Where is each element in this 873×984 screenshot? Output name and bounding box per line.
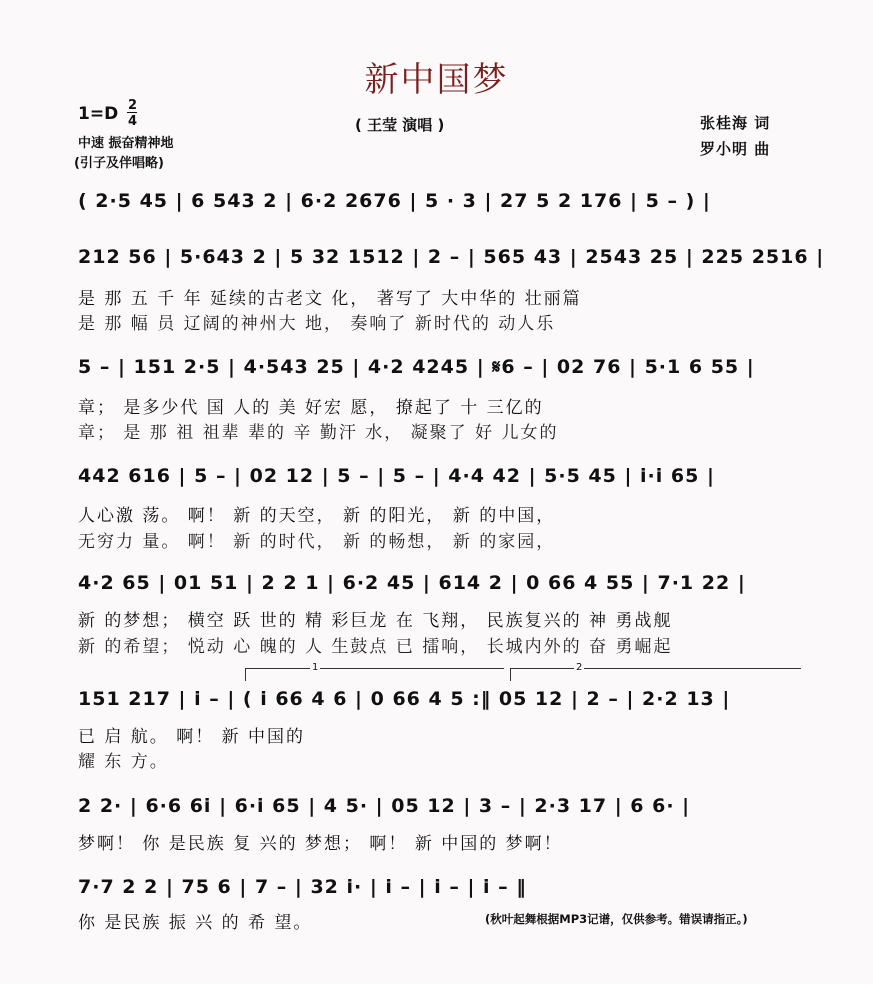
score-row-3-lyric-1: 人心激 荡。 啊！ 新 的天空， 新 的阳光， 新 的中国， — [78, 506, 556, 526]
tempo-marking: 中速 振奋精神地 — [78, 136, 174, 151]
score-row-1-lyric-1: 是 那 五 千 年 延续的古老文 化， 著写了 大中华的 壮丽篇 — [78, 289, 582, 309]
score-row-2-lyric-2: 章； 是 那 祖 祖辈 辈的 辛 勤汗 水， 凝聚了 好 儿女的 — [78, 423, 559, 443]
time-sig-bar — [127, 112, 137, 113]
transcription-footnote: (秋叶起舞根据MP3记谱，仅供参考。错误请指正。) — [485, 912, 748, 926]
volta-bracket-1 — [245, 668, 504, 681]
volta-number-2: 2 — [576, 662, 583, 673]
time-sig-numerator: 2 — [128, 98, 138, 113]
score-row-4-notes: 4·2 65 | 01 51 | 2 2 1 | 6·2 45 | 614 2 | 0 66 4 55 | 7·1 22 | — [78, 572, 746, 594]
volta-number-1: 1 — [312, 662, 319, 673]
score-row-5-notes: 151 217 | i – | ( i 66 4 6 | 0 66 4 5 :‖ 05 12 | 2 – | 2·2 13 | — [78, 688, 731, 710]
song-title: 新中国梦 — [364, 60, 509, 100]
score-row-5-lyric-1: 已 启 航。 啊！ 新 中国的 — [78, 727, 306, 747]
lyricist-credit: 张桂海 词 — [700, 114, 771, 132]
score-row-5-lyric-2: 耀 东 方。 — [78, 752, 169, 772]
score-row-7-lyric-1: 你 是民族 振 兴 的 希 望。 — [78, 913, 313, 933]
score-row-6-lyric-1: 梦啊！ 你 是民族 复 兴的 梦想； 啊！ 新 中国的 梦啊！ — [78, 834, 563, 854]
score-row-2-lyric-1: 章； 是多少代 国 人的 美 好宏 愿， 撩起了 十 三亿的 — [78, 398, 544, 418]
key-signature: 1=D — [78, 104, 119, 124]
score-row-4-lyric-2: 新 的希望； 悦动 心 魄的 人 生鼓点 已 擂响， 长城内外的 奋 勇崛起 — [78, 637, 673, 657]
score-row-1-notes: 212 56 | 5·643 2 | 5 32 1512 | 2 – | 565 43 | 2543 25 | 225 2516 | — [78, 246, 825, 268]
score-row-6-notes: 2 2· | 6·6 6i | 6·i 65 | 4 5· | 05 12 | 3 – | 2·3 17 | 6 6· | — [78, 795, 691, 817]
score-row-4-lyric-1: 新 的梦想； 横空 跃 世的 精 彩巨龙 在 飞翔， 民族复兴的 神 勇战舰 — [78, 611, 673, 631]
score-row-3-lyric-2: 无穷力 量。 啊！ 新 的时代， 新 的畅想， 新 的家园， — [78, 532, 556, 552]
intro-note: (引子及伴唱略) — [74, 156, 164, 171]
singer-credit: ( 王莹 演唱 ) — [355, 116, 445, 134]
volta-bracket-2 — [510, 668, 801, 681]
score-row-7-notes: 7·7 2 2 | 75 6 | 7 – | 32 i· | i – | i – | i – ‖ — [78, 876, 527, 898]
time-sig-denominator: 4 — [128, 114, 138, 129]
composer-credit: 罗小明 曲 — [700, 140, 771, 158]
score-row-3-notes: 442 616 | 5 – | 02 12 | 5 – | 5 – | 4·4 42 | 5·5 45 | i·i 65 | — [78, 465, 715, 487]
score-row-2-notes: 5 – | 151 2·5 | 4·543 25 | 4·2 4245 | 𝄋6 – | 02 76 | 5·1 6 55 | — [78, 356, 755, 378]
score-row-1-lyric-2: 是 那 幅 员 辽阔的神州大 地， 奏响了 新时代的 动人乐 — [78, 314, 556, 334]
score-row-0-notes: ( 2·5 45 | 6 543 2 | 6·2 2676 | 5 · 3 | 27 5 2 176 | 5 – ) | — [78, 190, 711, 212]
